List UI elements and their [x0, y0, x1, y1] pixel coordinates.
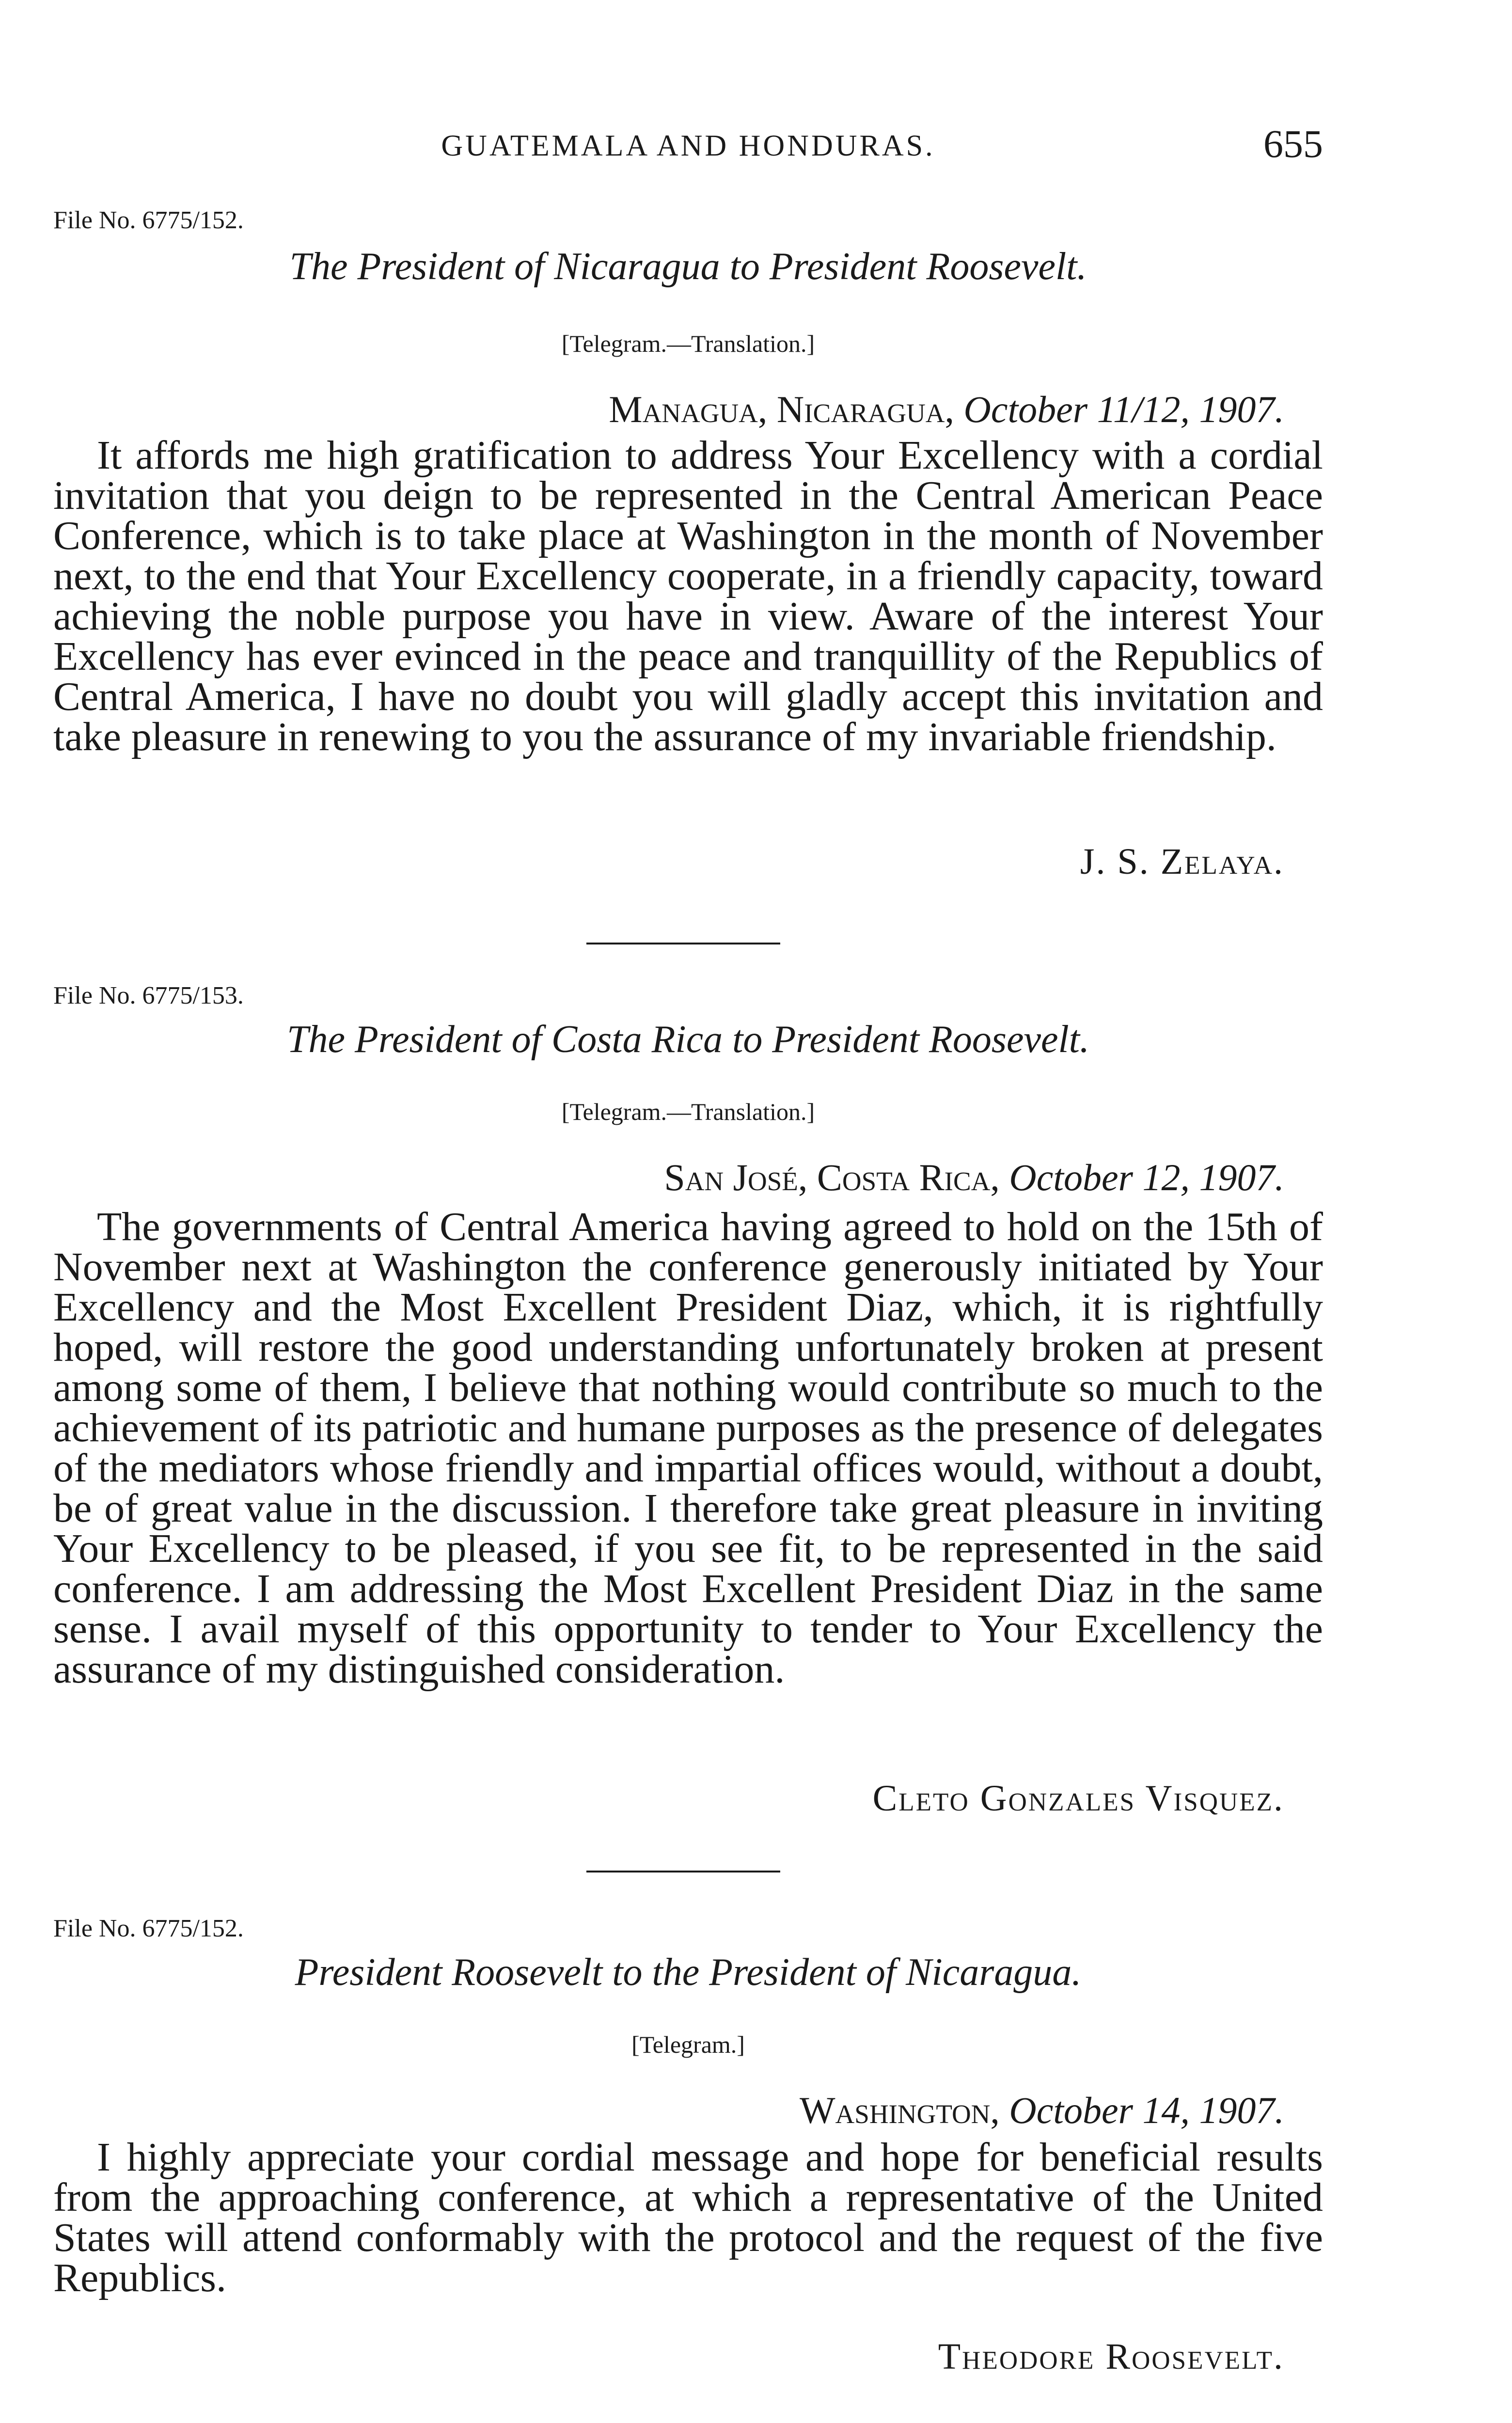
entry-heading: The President of Costa Rica to President Roosevelt. [286, 1018, 1089, 1061]
telegram-note: [Telegram.—Translation.] [561, 330, 815, 357]
dateline-date: October 12, 1907. [1009, 1156, 1284, 1198]
running-head [53, 121, 1323, 165]
letter-body: It affords me high gratification to address Your Excellency with a cordial invitation that you deign to be represented in the Central American Peace Conference, which is to take place at Washington in the month of November next, to the end that Your Excellency cooperate, in a friendly capacity, toward achieving the noble purpose you have in view. Aware of the interest Your Excellency has ever evinced in the peace and tranquillity of the Republics of Central America, I have no doubt you will gladly accept this invitation and take pleasure in renewing to you the assurance of my invariable friendship. [53, 433, 1323, 759]
entry-heading: The President of Nicaragua to President Roosevelt. [289, 245, 1087, 288]
dateline [664, 1156, 1284, 1199]
telegram-note: [Telegram.] [631, 2031, 745, 2058]
signature: Theodore Roosevelt. [938, 2336, 1284, 2377]
file-number: File No. 6775/152. [53, 206, 244, 234]
page-number: 655 [1263, 122, 1323, 166]
entry-heading: President Roosevelt to the President of Nicaragua. [295, 1951, 1082, 1994]
file-number: File No. 6775/152. [53, 1915, 244, 1942]
dateline [609, 388, 1284, 431]
letter-body: I highly appreciate your cordial message and hope for beneficial results from the approaching conference, at which a representative of the United States will attend conformably with the protocol and the request of the five Republics. [53, 2135, 1323, 2300]
dateline-date: October 11/12, 1907. [963, 388, 1284, 430]
dateline-place: Managua, Nicaragua, [609, 388, 955, 430]
signature: J. S. Zelaya. [1080, 841, 1284, 882]
document-page [53, 0, 1323, 2423]
dateline [800, 2089, 1284, 2132]
dateline-date: October 14, 1907. [1009, 2089, 1284, 2131]
signature: Cleto Gonzales Visquez. [872, 1778, 1284, 1819]
section-divider [586, 943, 780, 944]
section-divider [586, 1871, 780, 1872]
file-number: File No. 6775/153. [53, 982, 244, 1009]
running-title: GUATEMALA AND HONDURAS. [441, 129, 935, 162]
dateline-place: San José, Costa Rica, [664, 1156, 1000, 1198]
letter-body: The governments of Central America having agreed to hold on the 15th of November next at Washington the conference generously initiated by Your Excellency and the Most Excellent President Diaz, which, it is rightfully hoped, will restore the good understanding unfortunately broken at present among some of them, I believe that nothing would contribute so much to the achievement of its patriotic and humane purposes as the presence of delegates of the mediators whose friendly and impartial offices would, without a doubt, be of great value in the discussion. I therefore take great pleasure in inviting Your Excellency to be pleased, if you see fit, to be represented in the said conference. I am addressing the Most Excellent President Diaz in the same sense. I avail myself of this opportunity to tender to Your Excellency the assurance of my distinguished consideration. [53, 1204, 1323, 1692]
dateline-place: Washington, [799, 2089, 1000, 2131]
telegram-note: [Telegram.—Translation.] [561, 1098, 815, 1125]
